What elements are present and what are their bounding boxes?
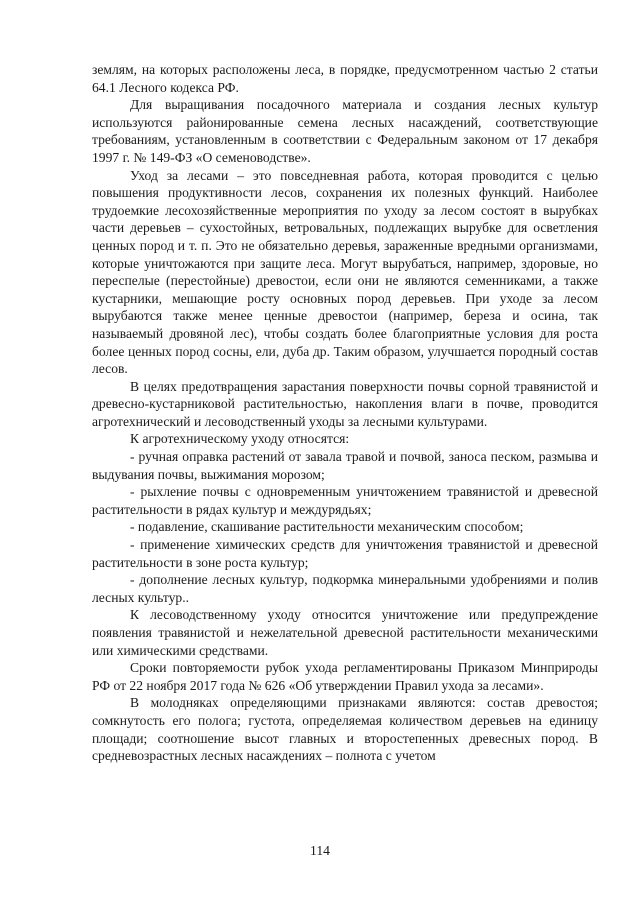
paragraph-planting-material: Для выращивания посадочного материала и создания лесных культур используются районированные семена лесных насаждений, соответствующие требованиям, установленным в соответствии с Федеральным законом от 17 декабря 1997 г. № 149-ФЗ «О семеноводстве».	[92, 97, 598, 165]
paragraph-young-stands: В молодняках определяющими признаками являются: состав древостоя; сомкнутость его полога; густота, определяемая количеством деревьев на единицу площади; соотношение высот главных и второстепенных древесных пород. В средневозрастных лесных насаждениях – полнота с учетом	[92, 695, 598, 764]
list-item-manual-clearing: - ручная оправка растений от завала травой и почвой, заноса песком, размыва и выдувания почвы, выжимания морозом;	[92, 449, 598, 482]
list-item-chemicals: - применение химических средств для уничтожения травянистой и древесной растительности в зоне роста культур;	[92, 537, 598, 570]
list-item-fertilizing: - дополнение лесных культур, подкормка минеральными удобрениями и полив лесных культур..	[92, 572, 598, 605]
list-item-mowing: - подавление, скашивание растительности механическим способом;	[130, 519, 524, 535]
paragraph-silvicultural-care: К лесоводственному уходу относится уничтожение или предупреждение появления травянистой и нежелательной древесной растительности механическими или химическими средствами.	[92, 607, 598, 658]
paragraph-land-continuation: землям, на которых расположены леса, в порядке, предусмотренном частью 2 статьи 64.1 Лесного кодекса РФ.	[92, 62, 598, 95]
paragraph-forest-care: Уход за лесами – это повседневная работа, которая проводится с целью повышения продуктивности лесов, сохранения их полезных функций. Наиболее трудоемкие лесохозяйственные мероприятия по уходу за лесом состоят в вырубках части деревьев – сухостойных, ветровальных, подлежащих вырубке для осветления ценных пород и т. п. Это не обязательно деревья, зараженные вредными организмами, которые уничтожаются при защите леса. Могут вырубаться, например, здоровые, но переспелые (перестойные) древостои, если они не являются семенниками, а также кустарники, мешающие росту основных пород деревьев. При уходе за лесом вырубаются также менее ценные древостои (например, береза и осина, так называемый дровяной лес), чтобы создать более благоприятные условия для роста более ценных пород сосны, ели, дуба др. Таким образом, улучшается породный состав лесов.	[92, 167, 598, 377]
paragraph-thinning-schedule: Сроки повторяемости рубок ухода регламентированы Приказом Минприроды РФ от 22 ноября 2017 года № 626 «Об утверждении Правил ухода за лесами».	[92, 660, 598, 693]
paragraph-overgrowth-prevention: В целях предотвращения зарастания поверхности почвы сорной травянистой и древесно-кустарниковой растительностью, накопления влаги в почве, проводится агротехнический и лесоводственный уходы за лесными культурами.	[92, 378, 598, 429]
list-item-soil-loosening: - рыхление почвы с одновременным уничтожением травянистой и древесной растительности в рядах культур и междурядьях;	[92, 484, 598, 517]
body-text	[92, 61, 598, 765]
page-number: 114	[310, 843, 330, 858]
paragraph-agrotechnical-heading: К агротехническому уходу относятся:	[130, 431, 350, 447]
